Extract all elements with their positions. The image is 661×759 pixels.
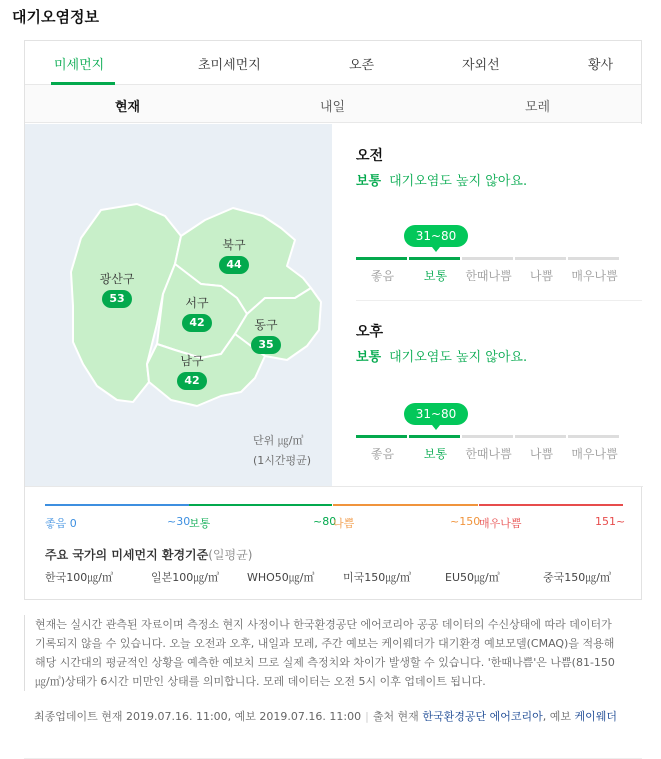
pm-grade: 보통: [356, 350, 382, 365]
region-name: 서구: [185, 296, 209, 310]
scale-label: 보통: [423, 269, 448, 283]
standard-usa: 미국150㎍/㎥: [343, 571, 411, 584]
notice-text: 현재는 실시간 관측된 자료이며 측정소 현지 사정이나 한국환경공단 에어코리아 공공 데이터의 수신상태에 따라 데이터가 기록되지 않을 수 있습니다. 오늘 오전과 오후, 내일과 모레, 주간 예보는 케이웨더가 대기환경 예보모델(CMAQ)을 적용해 해당 시간대의 평균적인 상황을 예측한 예보치 므로 실제 측정치와 차이가 발생할 수 있습니다. '한때나쁨'은 나쁨(81-150㎍/㎥)상태가 6시간 미만인 상태를 의미합니다. 모레 데이터는 오전 5시 이후 업데이트 됩니다.: [24, 615, 624, 691]
tab-yellow-dust[interactable]: 황사: [588, 58, 614, 73]
source-separator: , 예보: [542, 710, 571, 723]
scale-label: 보통: [423, 447, 448, 461]
region-name: 광산구: [99, 272, 135, 286]
scale-segment: [515, 257, 566, 260]
page-title: 대기오염정보: [12, 8, 99, 26]
scale-segment: [409, 257, 460, 260]
region-seo[interactable]: [177, 294, 217, 332]
region-name: 남구: [180, 354, 204, 368]
legend-area: [25, 486, 643, 601]
scale-label: 한때나쁨: [465, 269, 512, 283]
region-gwangsan[interactable]: [97, 270, 137, 308]
region-buk[interactable]: [214, 236, 254, 274]
scale-segment: [568, 435, 619, 438]
scale-label: 한때나쁨: [465, 447, 512, 461]
pm-message: 대기오염도 높지 않아요.: [389, 350, 528, 365]
standard-japan: 일본100㎍/㎥: [151, 571, 219, 584]
time-tabs: [25, 85, 641, 123]
source-kweather-link[interactable]: 케이웨더: [574, 710, 617, 723]
scale-segment: [568, 257, 619, 260]
legend-bar-bad: [333, 504, 478, 506]
map-average-note: (1시간평균): [253, 454, 312, 467]
legend-bar-very-bad: [479, 504, 623, 506]
pm-scale: [356, 435, 622, 465]
scale-segment: [462, 257, 513, 260]
region-name: 동구: [254, 318, 278, 332]
scale-segment: [409, 435, 460, 438]
scale-label: 매우나쁨: [571, 447, 618, 461]
scale-segment: [462, 435, 513, 438]
tab-now[interactable]: 현재: [115, 100, 141, 115]
update-meta: [34, 707, 624, 726]
forecast-divider: [356, 300, 642, 301]
region-name: 북구: [222, 238, 246, 252]
region-value-badge: 44: [219, 256, 249, 274]
pollutant-tabs: [25, 41, 641, 85]
tab-tomorrow[interactable]: 내일: [320, 100, 346, 115]
meta-separator: |: [365, 710, 369, 723]
scale-label: 매우나쁨: [571, 269, 618, 283]
legend-bad: 나쁨: [333, 517, 355, 530]
legend-bar-normal: [189, 504, 332, 506]
pm-status: [356, 346, 527, 365]
scale-label: 나쁨: [529, 447, 554, 461]
region-dong[interactable]: [246, 316, 286, 354]
source-label: 출처 현재: [372, 710, 419, 723]
map-unit: 단위 ㎍/㎥: [253, 434, 304, 447]
standards-title-text: 주요 국가의 미세먼지 환경기준: [45, 548, 209, 562]
tab-fine-dust[interactable]: 미세먼지: [54, 58, 105, 73]
source-airkorea-link[interactable]: 한국환경공단 에어코리아: [422, 710, 543, 723]
scale-segment: [356, 257, 407, 260]
am-range-bubble: 31~80: [404, 225, 468, 247]
region-value-badge: 42: [182, 314, 212, 332]
tab-ultrafine-dust[interactable]: 초미세먼지: [198, 58, 261, 73]
am-grade: 보통: [356, 174, 382, 189]
scale-label: 좋음: [370, 269, 395, 283]
scale-segment: [356, 435, 407, 438]
standard-eu: EU50㎍/㎥: [445, 571, 500, 584]
air-quality-card: [24, 40, 642, 600]
am-title: 오전: [356, 148, 384, 164]
legend-normal-end: ~80: [313, 515, 337, 528]
update-time: 최종업데이트 현재 2019.07.16. 11:00, 예보 2019.07.16. 11:00: [34, 710, 362, 723]
legend-very-bad-end: 151~: [595, 515, 626, 528]
legend-good: 좋음 0: [45, 517, 77, 530]
am-message: 대기오염도 높지 않아요.: [389, 174, 528, 189]
standard-korea: 한국100㎍/㎥: [45, 571, 113, 584]
region-value-badge: 53: [102, 290, 132, 308]
tab-uv[interactable]: 자외선: [462, 58, 500, 73]
region-value-badge: 35: [251, 336, 281, 354]
legend-normal: 보통: [189, 517, 211, 530]
tab-day-after[interactable]: 모레: [525, 100, 551, 115]
scale-label: 나쁨: [529, 269, 554, 283]
scale-segment: [515, 435, 566, 438]
am-scale: [356, 257, 622, 287]
tab-ozone[interactable]: 오존: [349, 58, 375, 73]
region-value-badge: 42: [177, 372, 207, 390]
pm-title: 오후: [356, 324, 384, 340]
standards-title: [45, 546, 252, 563]
standards-sub: (일평균): [208, 548, 253, 562]
legend-very-bad: 매우나쁨: [479, 517, 522, 530]
standard-china: 중국150㎍/㎥: [543, 571, 611, 584]
scale-label: 좋음: [370, 447, 395, 461]
am-status: [356, 170, 527, 189]
legend-bar-good: [45, 504, 189, 506]
legend-good-end: ~30: [167, 515, 191, 528]
standard-who: WHO50㎍/㎥: [247, 571, 315, 584]
region-map: [25, 124, 332, 486]
forecast-panel: [332, 124, 642, 486]
legend-bad-end: ~150: [450, 515, 481, 528]
region-nam[interactable]: [172, 352, 212, 390]
pm-range-bubble: 31~80: [404, 403, 468, 425]
